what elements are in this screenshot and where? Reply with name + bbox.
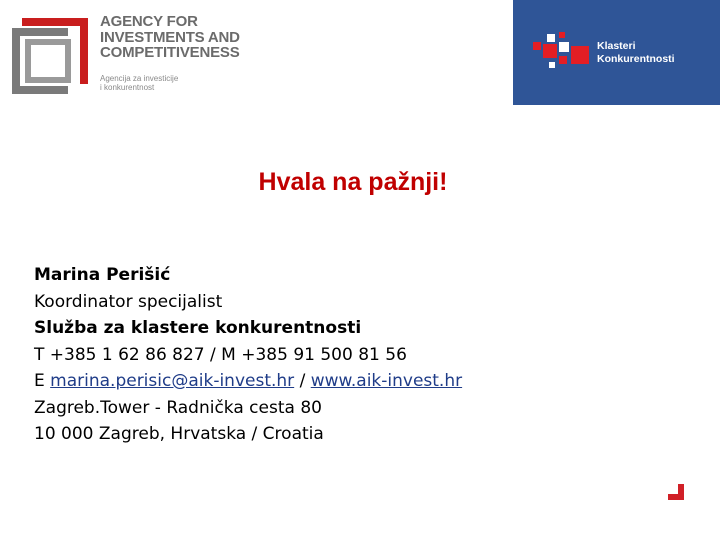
contact-department: Služba za klastere konkurentnosti (34, 318, 362, 338)
email-link[interactable]: marina.perisic@aik-invest.hr (50, 371, 295, 391)
contact-role: Koordinator specijalist (34, 291, 223, 312)
agency-name (100, 14, 270, 61)
agency-name-line: INVESTMENTS AND (100, 28, 240, 46)
klasteri-label-line: Klasteri (597, 40, 636, 52)
thanks-title: Hvala na pažnji! (258, 168, 448, 196)
contact-block (34, 262, 462, 448)
contact-address-city: 10 000 Zagreb, Hrvatska / Croatia (34, 424, 324, 444)
email-prefix: E (34, 371, 51, 391)
contact-phones: T +385 1 62 86 827 / M +385 91 500 81 56 (34, 344, 407, 365)
agency-subtitle (100, 74, 178, 92)
website-link[interactable]: www.aik-invest.hr (310, 371, 463, 391)
contact-email-line (34, 368, 462, 395)
klasteri-logo (513, 0, 720, 105)
agency-subtitle-line: i konkurentnost (100, 83, 155, 92)
agency-logo-mark (8, 14, 88, 96)
klasteri-label (597, 40, 675, 66)
corner-bracket-icon (668, 484, 688, 504)
contact-name: Marina Perišić (34, 265, 171, 285)
contact-address-street: Zagreb.Tower - Radnička cesta 80 (34, 397, 322, 418)
agency-name-line: COMPETITIVENESS (100, 44, 240, 61)
agency-subtitle-line: Agencija za investicije (100, 74, 179, 83)
agency-logo (8, 14, 258, 104)
link-separator: / (294, 371, 311, 391)
agency-name-line: AGENCY FOR (100, 13, 198, 30)
klasteri-label-line: Konkurentnosti (597, 53, 675, 65)
klasteri-squares-icon (533, 30, 593, 74)
